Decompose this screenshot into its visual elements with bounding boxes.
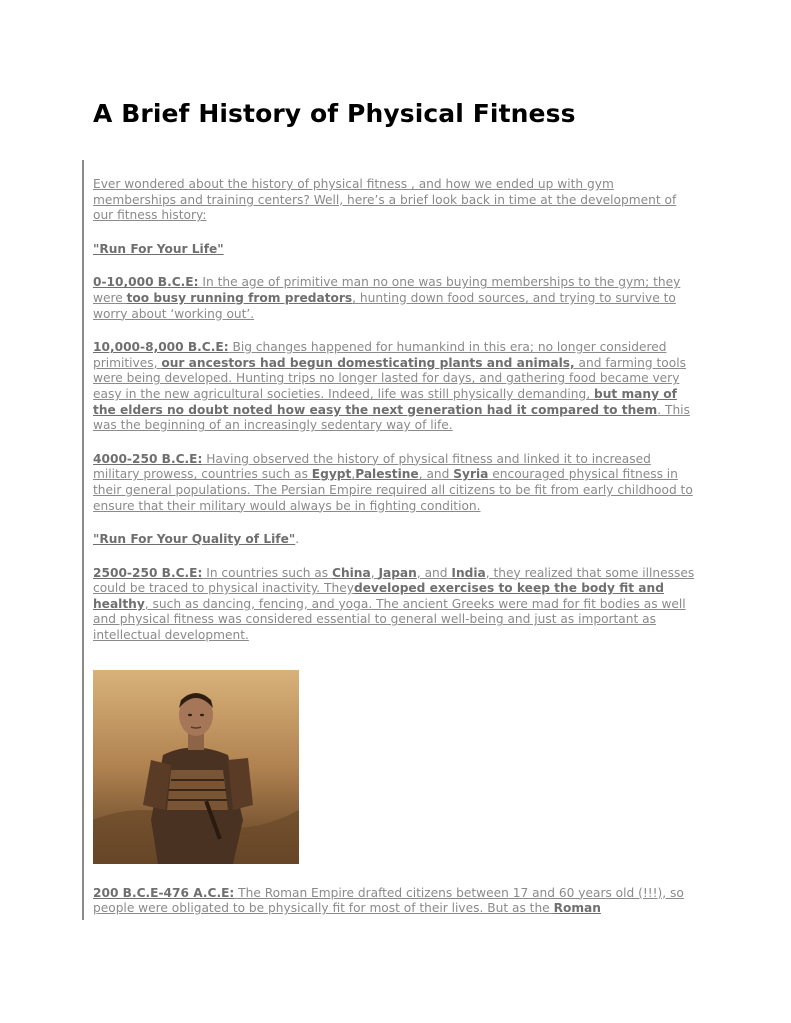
era2-label[interactable]: 10,000-8,000 B.C.E:	[93, 340, 229, 355]
era1-text[interactable]: In the age of primitive man no one was buying memberships to the gym; they were	[93, 275, 681, 305]
era3-label[interactable]: 4000-250 B.C.E:	[93, 451, 203, 466]
era4-label[interactable]: 2500-250 B.C.E:	[93, 565, 203, 580]
era2-highlight[interactable]: our ancestors had begun domesticating plants and animals,	[161, 355, 575, 370]
era-paragraph-2	[93, 340, 699, 434]
era2-highlight-2[interactable]: but many of the elders no doubt noted how easy the next generation had it compared to them	[93, 386, 677, 417]
era4-text-tail[interactable]: , such as dancing, fencing, and yoga. The ancient Greeks were mad for fit bodies as well and physical fitness was considered essential to general well-being and just as important as intellectual development.	[93, 596, 686, 643]
era3-comma[interactable]: ,	[351, 467, 356, 482]
era3-egypt[interactable]: Egypt	[311, 467, 352, 482]
era4-and[interactable]: , and	[416, 565, 452, 580]
era2-text-mid[interactable]: and farming tools were being developed. Hunting trips no longer lasted for days, and gathering food became very easy in the new agricultural societies. Indeed, life was still physically demanding,	[93, 355, 686, 401]
intro-text[interactable]: Ever wondered about the history of physical fitness , and how we ended up with gym memberships and training centers? Well, here’s a brief look back in time at the development of our fitness history:	[93, 177, 677, 223]
era4-china[interactable]: China	[332, 565, 371, 580]
section-heading-run-for-life	[93, 242, 699, 258]
era-paragraph-1	[93, 275, 699, 322]
samurai-illustration	[93, 670, 299, 864]
samurai-photo	[93, 670, 299, 864]
era5-text[interactable]: The Roman Empire drafted citizens between 17 and 60 years old (!!!), so people were obligated to be physically fit for most of their lives. But as the	[93, 885, 684, 916]
era3-syria[interactable]: Syria	[453, 467, 489, 482]
page-title: A Brief History of Physical Fitness	[93, 99, 576, 128]
era4-text-mid[interactable]: , they realized that some illnesses could be traced to physical inactivity. They	[93, 565, 695, 596]
era1-label[interactable]: 0-10,000 B.C.E:	[93, 275, 199, 290]
era1-highlight[interactable]: too busy running from predators	[126, 290, 353, 305]
era4-text[interactable]: In countries such as	[202, 565, 332, 580]
era2-text-tail[interactable]: . This was the beginning of an increasingly sedentary way of life.	[93, 402, 690, 433]
era3-and[interactable]: , and	[418, 467, 454, 482]
era-paragraph-5	[93, 886, 699, 917]
era4-japan[interactable]: Japan	[378, 565, 417, 580]
era2-text[interactable]: Big changes happened for humankind in this era; no longer considered primitives,	[93, 340, 667, 370]
era1-text-tail[interactable]: , hunting down food sources, and trying to survive to worry about ‘working out’.	[93, 290, 676, 321]
era-paragraph-3	[93, 452, 699, 514]
section-heading-quality-of-life	[93, 532, 699, 548]
era4-india[interactable]: India	[451, 565, 486, 580]
section1-label[interactable]: "Run For Your Life"	[93, 241, 224, 256]
era5-roman[interactable]: Roman	[553, 901, 601, 916]
era-paragraph-4	[93, 566, 699, 644]
left-rule	[82, 160, 84, 920]
era3-text[interactable]: Having observed the history of physical fitness and linked it to increased military prowess, countries such as	[93, 451, 651, 482]
era3-palestine[interactable]: Palestine	[355, 467, 419, 482]
article-body	[93, 177, 699, 935]
era5-label[interactable]: 200 B.C.E-476 A.C.E:	[93, 885, 235, 900]
intro-paragraph	[93, 177, 699, 224]
section2-tail: .	[295, 532, 300, 547]
era4-comma[interactable]: ,	[370, 565, 379, 580]
era4-highlight[interactable]: developed exercises to keep the body fit and healthy	[93, 581, 664, 611]
era3-text-tail[interactable]: encouraged physical fitness in their general populations. The Persian Empire required all citizens to be fit from early childhood to ensure that their military would always be in fighting condition.	[93, 467, 693, 513]
section2-label[interactable]: "Run For Your Quality of Life"	[93, 532, 296, 547]
